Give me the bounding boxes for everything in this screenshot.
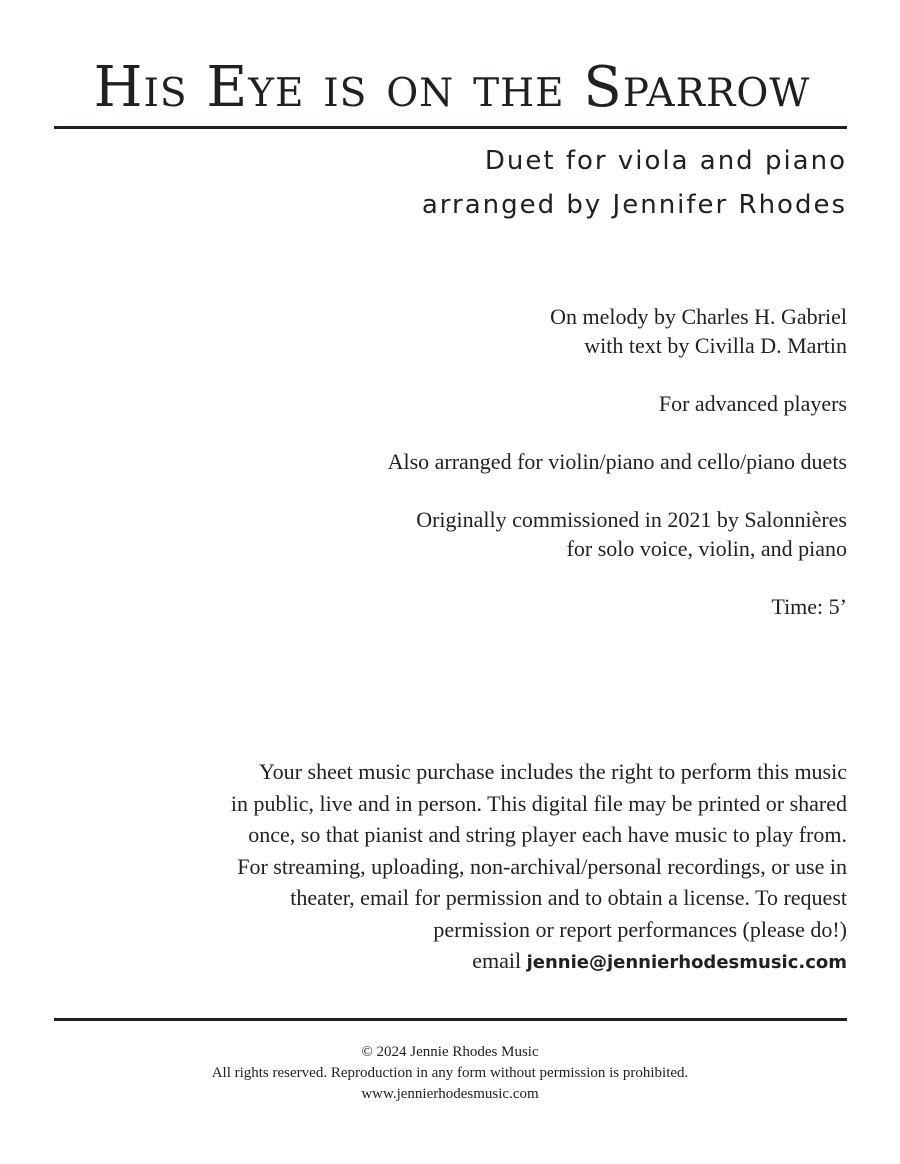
license-line: once, so that pianist and string player each have music to play from. <box>248 822 847 847</box>
piece-info <box>247 302 847 650</box>
license-line: For streaming, uploading, non-archival/personal recordings, or use in <box>237 853 847 879</box>
commission-block <box>247 505 847 563</box>
email-label: email <box>472 948 522 973</box>
melody-credit: On melody by Charles H. Gabriel <box>550 304 847 329</box>
website-link[interactable]: www.jennierhodesmusic.com <box>361 1086 539 1102</box>
license-line: permission or report performances (please do!) <box>433 916 847 942</box>
duration-block <box>247 592 847 621</box>
subtitle <box>422 139 847 227</box>
commission-line-2: for solo voice, violin, and piano <box>566 536 847 561</box>
copyright: © 2024 Jennie Rhodes Music <box>361 1044 539 1060</box>
also-arranged-block <box>247 447 847 476</box>
text-credit: with text by Civilla D. Martin <box>584 333 847 358</box>
email-link[interactable]: jennie@jennierhodesmusic.com <box>526 952 847 973</box>
license-line: theater, email for permission and to obtain a license. To request <box>290 885 847 910</box>
footer <box>0 1042 900 1105</box>
page-title: His Eye is on the Sparrow <box>93 55 811 120</box>
credits-block <box>247 302 847 360</box>
license-line: in public, live and in person. This digital file may be printed or shared <box>230 790 847 816</box>
title-divider <box>54 126 847 129</box>
subtitle-instrumentation: Duet for viola and piano <box>484 146 847 176</box>
difficulty-level: For advanced players <box>658 391 847 416</box>
also-arranged-note: Also arranged for violin/piano and cello/piano duets <box>387 449 847 474</box>
license-notice <box>107 756 847 979</box>
footer-divider <box>54 1018 847 1021</box>
rights-notice: All rights reserved. Reproduction in any form without permission is prohibited. <box>211 1065 689 1081</box>
level-block <box>247 389 847 418</box>
subtitle-arranger: arranged by Jennifer Rhodes <box>421 190 847 220</box>
duration: Time: 5’ <box>771 594 847 619</box>
commission-line-1: Originally commissioned in 2021 by Salonnières <box>416 507 847 532</box>
license-line: Your sheet music purchase includes the right to perform this music <box>259 759 847 784</box>
contact-email-line <box>107 945 847 979</box>
